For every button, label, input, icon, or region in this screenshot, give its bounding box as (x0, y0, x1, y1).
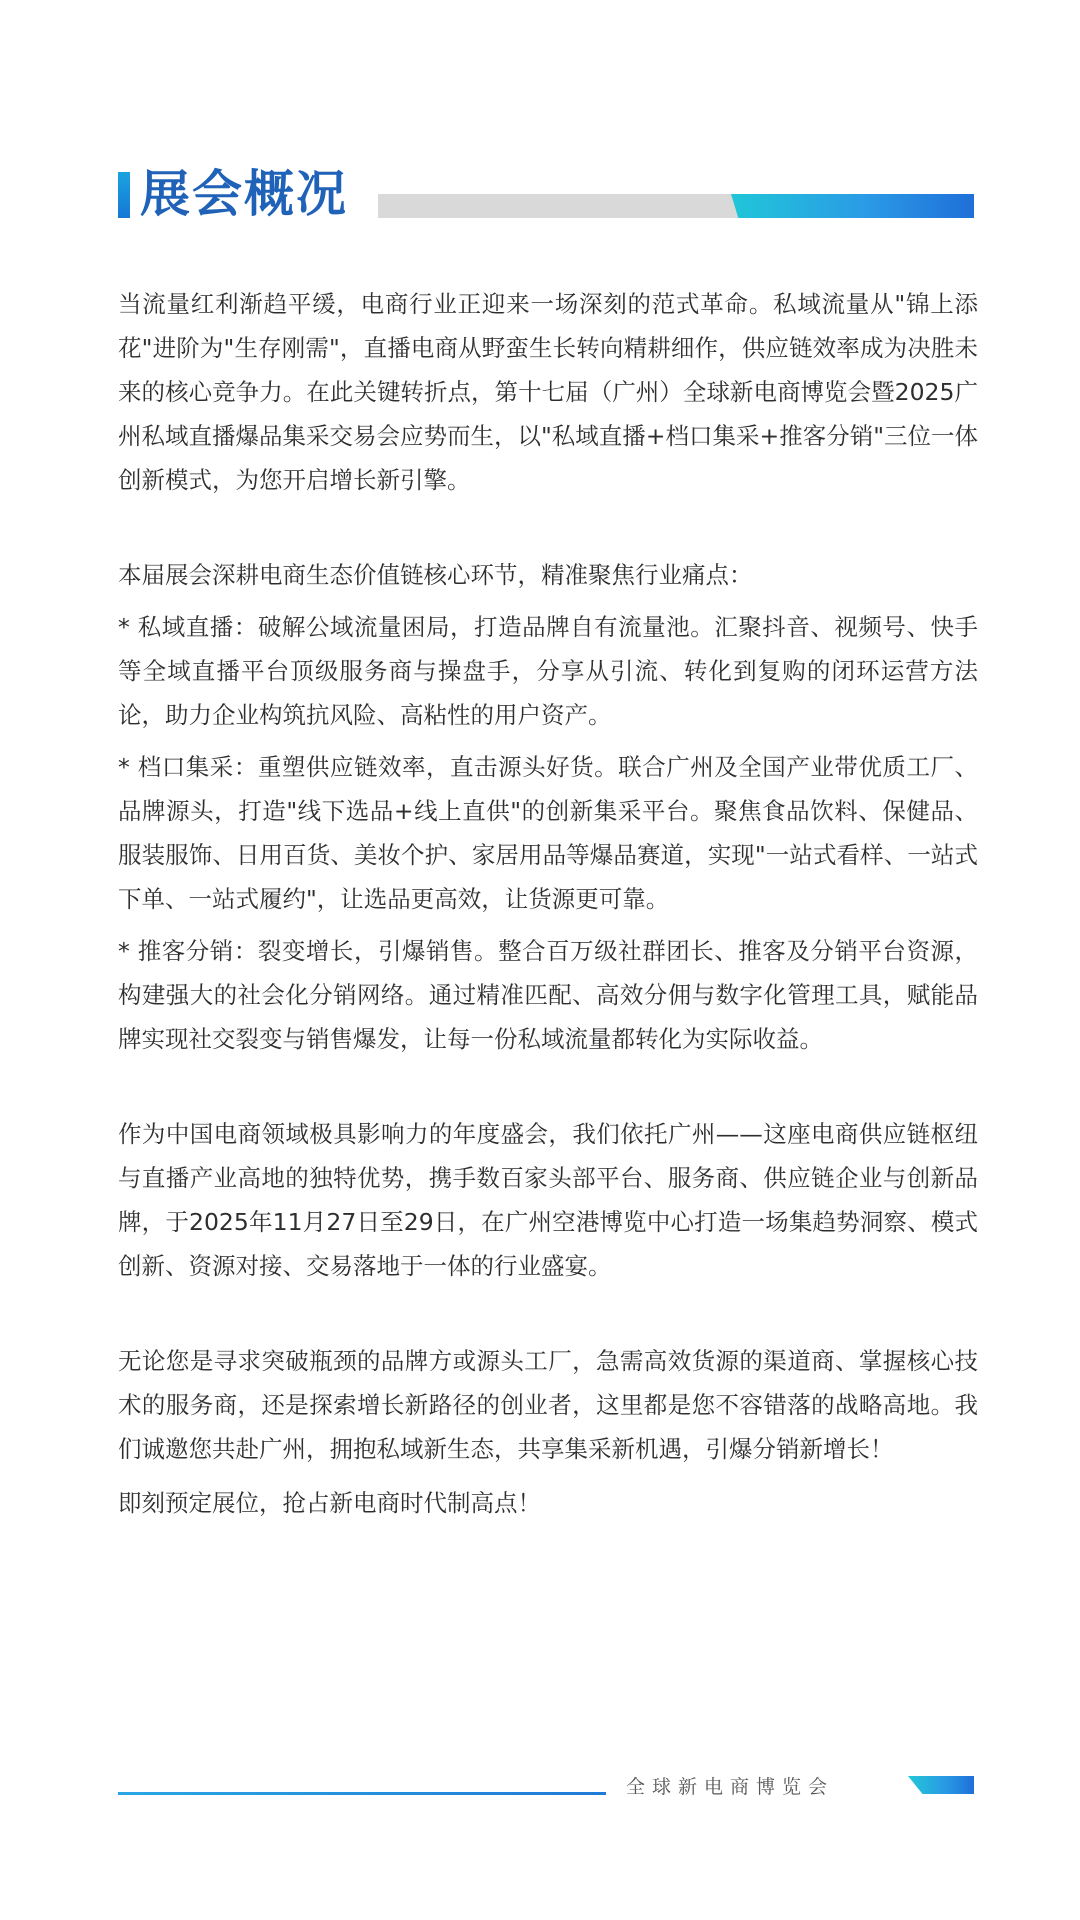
invitation-paragraph: 无论您是寻求突破瓶颈的品牌方或源头工厂，急需高效货源的渠道商、掌握核心技术的服务商，还是探索增长新路径的创业者，这里都是您不容错落的战略高地。我们诚邀您共赴广州，拥抱私域新生态，共享集采新机遇，引爆分销新增长！ (118, 1347, 978, 1463)
footer-rule (118, 1792, 606, 1795)
title-accent-bar (118, 172, 130, 218)
header-gray-stripe (378, 194, 738, 218)
bullet-stall-procurement: * 档口集采：重塑供应链效率，直击源头好货。联合广州及全国产业带优质工厂、品牌源头，打造"线下选品+线上直供"的创新集采平台。聚焦食品饮料、保健品、服装服饰、日用百货、美妆个护、家居用品等爆品赛道，实现"一站式看样、一站式下单、一站式履约"，让选品更高效，让货源更可靠。 (118, 753, 978, 913)
intro-paragraph: 当流量红利渐趋平缓，电商行业正迎来一场深刻的范式革命。私域流量从"锦上添花"进阶为"生存刚需"，直播电商从野蛮生长转向精耕细作，供应链效率成为决胜未来的核心竞争力。在此关键转折点，第十七届（广州）全球新电商博览会暨2025广州私域直播爆品集采交易会应势而生，以"私域直播+档口集采+推客分销"三位一体创新模式，为您开启增长新引擎。 (118, 290, 978, 494)
bullet-promoter-distribution: * 推客分销：裂变增长，引爆销售。整合百万级社群团长、推客及分销平台资源，构建强大的社会化分销网络。通过精准匹配、高效分佣与数字化管理工具，赋能品牌实现社交裂变与销售爆发，让每一份私域流量都转化为实际收益。 (118, 937, 978, 1053)
header-blue-stripe (731, 194, 974, 218)
section-title: 展会概况 (140, 164, 348, 223)
focus-lead-paragraph: 本届展会深耕电商生态价值链核心环节，精准聚焦行业痛点： (118, 561, 753, 589)
event-info-paragraph: 作为中国电商领域极具影响力的年度盛会，我们依托广州——这座电商供应链枢纽与直播产业高地的独特优势，携手数百家头部平台、服务商、供应链企业与创新品牌，于2025年11月27日至29日，在广州空港博览中心打造一场集趋势洞察、模式创新、资源对接、交易落地于一体的行业盛宴。 (118, 1120, 978, 1280)
body-text (118, 282, 978, 1525)
cta-paragraph: 即刻预定展位，抢占新电商时代制高点！ (118, 1489, 541, 1517)
footer-accent-tab (908, 1776, 974, 1794)
section-header (118, 164, 974, 228)
footer-label: 全球新电商博览会 (626, 1776, 835, 1798)
bullet-private-live: * 私域直播：破解公域流量困局，打造品牌自有流量池。汇聚抖音、视频号、快手等全域直播平台顶级服务商与操盘手，分享从引流、转化到复购的闭环运营方法论，助力企业构筑抗风险、高粘性的用户资产。 (118, 613, 978, 729)
